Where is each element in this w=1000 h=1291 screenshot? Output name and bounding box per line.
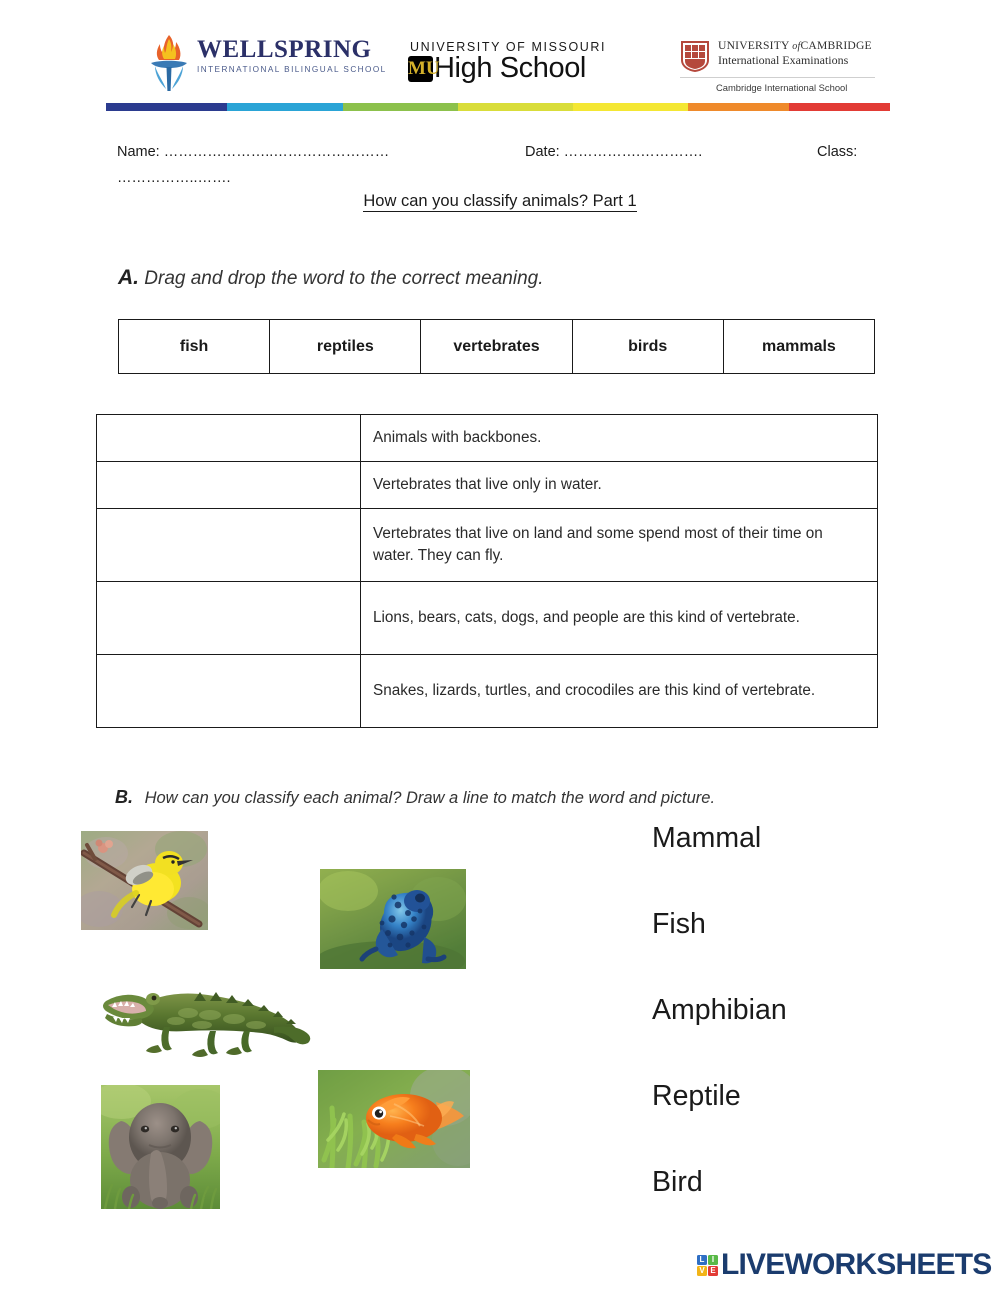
wellspring-subtitle: INTERNATIONAL BILINGUAL SCHOOL xyxy=(197,65,387,74)
rainbow-segment-3 xyxy=(343,103,458,111)
missouri-main-row xyxy=(408,52,608,85)
mu-mark-icon xyxy=(408,56,440,82)
mu-mark-letters: MU xyxy=(408,57,440,79)
answer-drop-zone-2[interactable] xyxy=(97,462,361,509)
table-row xyxy=(97,415,878,462)
cambridge-of-word: of xyxy=(792,41,801,52)
table-row xyxy=(97,582,878,655)
definition-text-5: Snakes, lizards, turtles, and crocodiles are this kind of vertebrate. xyxy=(361,655,878,728)
wellspring-title: WELLSPRING xyxy=(197,36,372,63)
date-field-label[interactable]: Date: …………….…………. xyxy=(525,144,703,160)
missouri-high-school-logo xyxy=(408,40,608,92)
answer-drop-zone-5[interactable] xyxy=(97,655,361,728)
classification-word-fish[interactable]: Fish xyxy=(652,908,706,940)
section-b-instruction-text: How can you classify each animal? Draw a line to match the word and picture. xyxy=(144,789,716,807)
cambridge-line-2: International Examinations xyxy=(718,53,849,67)
answer-drop-zone-4[interactable] xyxy=(97,582,361,655)
rainbow-segment-6 xyxy=(688,103,789,111)
liveworksheets-wordmark: LIVEWORKSHEETS xyxy=(721,1248,992,1281)
torch-flame-icon xyxy=(145,33,193,91)
bird-photo[interactable] xyxy=(81,831,208,930)
rainbow-segment-5 xyxy=(573,103,688,111)
cambridge-main-row xyxy=(680,39,875,73)
section-b-letter: B. xyxy=(115,787,133,807)
liveworksheets-block-i: I xyxy=(708,1255,718,1265)
word-bank-item-reptiles[interactable]: reptiles xyxy=(270,320,421,373)
answer-drop-zone-1[interactable] xyxy=(97,415,361,462)
missouri-high-school-text: High School xyxy=(434,52,586,84)
liveworksheets-blocks-row-top xyxy=(697,1255,718,1265)
cambridge-line-1 xyxy=(718,39,872,52)
liveworksheets-logo xyxy=(697,1248,992,1282)
definition-text-2: Vertebrates that live only in water. xyxy=(361,462,878,509)
cambridge-cambridge-word: CAMBRIDGE xyxy=(800,39,872,52)
classification-word-bird[interactable]: Bird xyxy=(652,1166,703,1198)
section-a-instruction xyxy=(118,266,544,290)
liveworksheets-blocks xyxy=(697,1255,718,1276)
rainbow-divider xyxy=(106,103,890,111)
missouri-top-line: UNIVERSITY OF MISSOURI xyxy=(410,40,607,54)
classification-word-list xyxy=(652,824,952,1197)
wellspring-wordmark-group xyxy=(197,37,387,74)
definitions-table xyxy=(96,414,878,728)
cambridge-wordmark-group xyxy=(718,39,872,68)
definition-text-3: Vertebrates that live on land and some spend most of their time on water. They can fly. xyxy=(361,509,878,582)
table-row xyxy=(97,655,878,728)
word-bank xyxy=(118,319,875,374)
class-field-dots[interactable]: ……………..……. xyxy=(117,170,231,186)
crocodile-photo[interactable] xyxy=(98,971,313,1064)
table-row xyxy=(97,462,878,509)
definition-text-4: Lions, bears, cats, dogs, and people are this kind of vertebrate. xyxy=(361,582,878,655)
header-logo-bar xyxy=(0,0,1000,100)
word-bank-item-mammals[interactable]: mammals xyxy=(762,337,836,355)
section-a-instruction-text: Drag and drop the word to the correct meaning. xyxy=(144,268,544,289)
liveworksheets-block-e: E xyxy=(708,1266,718,1276)
elephant-photo[interactable] xyxy=(101,1085,220,1209)
page-title-text: How can you classify animals? Part 1 xyxy=(363,192,637,210)
definition-text-1: Animals with backbones. xyxy=(361,415,878,462)
class-field-label: Class: xyxy=(817,144,858,160)
cambridge-logo xyxy=(680,39,875,95)
cambridge-divider xyxy=(680,77,875,78)
rainbow-segment-2 xyxy=(227,103,343,111)
rainbow-segment-4 xyxy=(458,103,573,111)
word-bank-item-vertebrates[interactable]: vertebrates xyxy=(421,320,572,373)
answer-drop-zone-3[interactable] xyxy=(97,509,361,582)
classification-word-reptile[interactable]: Reptile xyxy=(652,1080,741,1112)
cambridge-university-word: UNIVERSITY xyxy=(718,39,790,52)
liveworksheets-block-l: L xyxy=(697,1255,707,1265)
classification-word-amphibian[interactable]: Amphibian xyxy=(652,994,787,1026)
wellspring-logo xyxy=(145,33,387,91)
section-a-letter: A. xyxy=(118,266,139,289)
word-bank-item-birds[interactable]: birds xyxy=(573,320,724,373)
word-bank-item-fish[interactable]: fish xyxy=(119,320,270,373)
classification-word-mammal[interactable]: Mammal xyxy=(652,822,762,854)
section-b-instruction xyxy=(115,787,715,808)
frog-photo[interactable] xyxy=(320,869,466,969)
rainbow-segment-7 xyxy=(789,103,890,111)
cambridge-line-3: Cambridge International School xyxy=(716,82,848,93)
table-row xyxy=(97,509,878,582)
page-title xyxy=(0,192,1000,211)
goldfish-photo[interactable] xyxy=(318,1070,470,1168)
name-field-label[interactable]: Name: …………………..…………………… xyxy=(117,144,390,160)
liveworksheets-blocks-row-bottom xyxy=(697,1266,718,1276)
cambridge-crest-icon xyxy=(680,40,710,73)
liveworksheets-block-v: V xyxy=(697,1266,707,1276)
rainbow-segment-1 xyxy=(106,103,227,111)
